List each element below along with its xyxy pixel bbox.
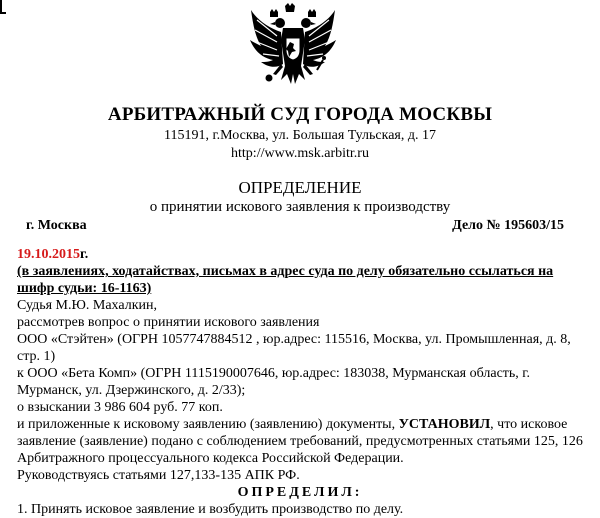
ruling-item-1: 1. Принять исковое заявление и возбудить производство по делу. bbox=[17, 502, 404, 517]
court-name: АРБИТРАЖНЫЙ СУД ГОРОДА МОСКВЫ bbox=[107, 104, 493, 125]
established-before: и приложенные к исковому заявлению (заявлению) документы, bbox=[17, 417, 399, 432]
city: г. Москва bbox=[26, 218, 87, 233]
document-date: 19.10.2015 bbox=[17, 247, 80, 262]
court-address: 115191, г.Москва, ул. Большая Тульская, д. 17 bbox=[164, 128, 436, 143]
established-word: УСТАНОВИЛ bbox=[398, 417, 491, 432]
case-number: Дело № 195603/15 bbox=[452, 218, 564, 233]
document-body bbox=[17, 246, 583, 518]
corner-mark bbox=[0, 0, 6, 14]
established-paragraph bbox=[17, 416, 583, 467]
date-suffix: г. bbox=[80, 247, 89, 262]
plaintiff-line: ООО «Стэйтен» (ОГРН 1057747884512 , юр.адрес: 115516, Москва, ул. Промышленная, д. 8, стр. 1) bbox=[17, 332, 571, 364]
defendant-line: к ООО «Бета Комп» (ОГРН 1115190007646, юр.адрес: 183038, Мурманская область, г. Мурманск, ул. Дзержинского, д. 2/33); bbox=[17, 366, 530, 398]
document-type: ОПРЕДЕЛЕНИЕ bbox=[238, 178, 362, 197]
court-website: http://www.msk.arbitr.ru bbox=[231, 146, 369, 161]
guided-line: Руководствуясь статьями 127,133-135 АПК РФ. bbox=[17, 468, 300, 483]
established-after: , что исковое заявление (заявление) подано с соблюдением требований, предусмотренных статьями 125, 126 Арбитражного процессуального кодекса Российской Федерации. bbox=[17, 417, 583, 466]
document-subject: о принятии искового заявления к производству bbox=[149, 199, 451, 215]
date-line bbox=[17, 246, 583, 263]
claim-line: о взыскании 3 986 604 руб. 77 коп. bbox=[17, 400, 223, 415]
coat-of-arms-icon bbox=[247, 2, 339, 94]
judge-line: Судья М.Ю. Махалкин, bbox=[17, 298, 157, 313]
ruling-heading: ОПРЕДЕЛИЛ: bbox=[237, 485, 363, 500]
judge-code-notice: (в заявлениях, ходатайствах, письмах в адрес суда по делу обязательно ссылаться на шифр судьи: 16-1163) bbox=[17, 264, 554, 296]
considered-line: рассмотрев вопрос о принятии искового заявления bbox=[17, 315, 320, 330]
